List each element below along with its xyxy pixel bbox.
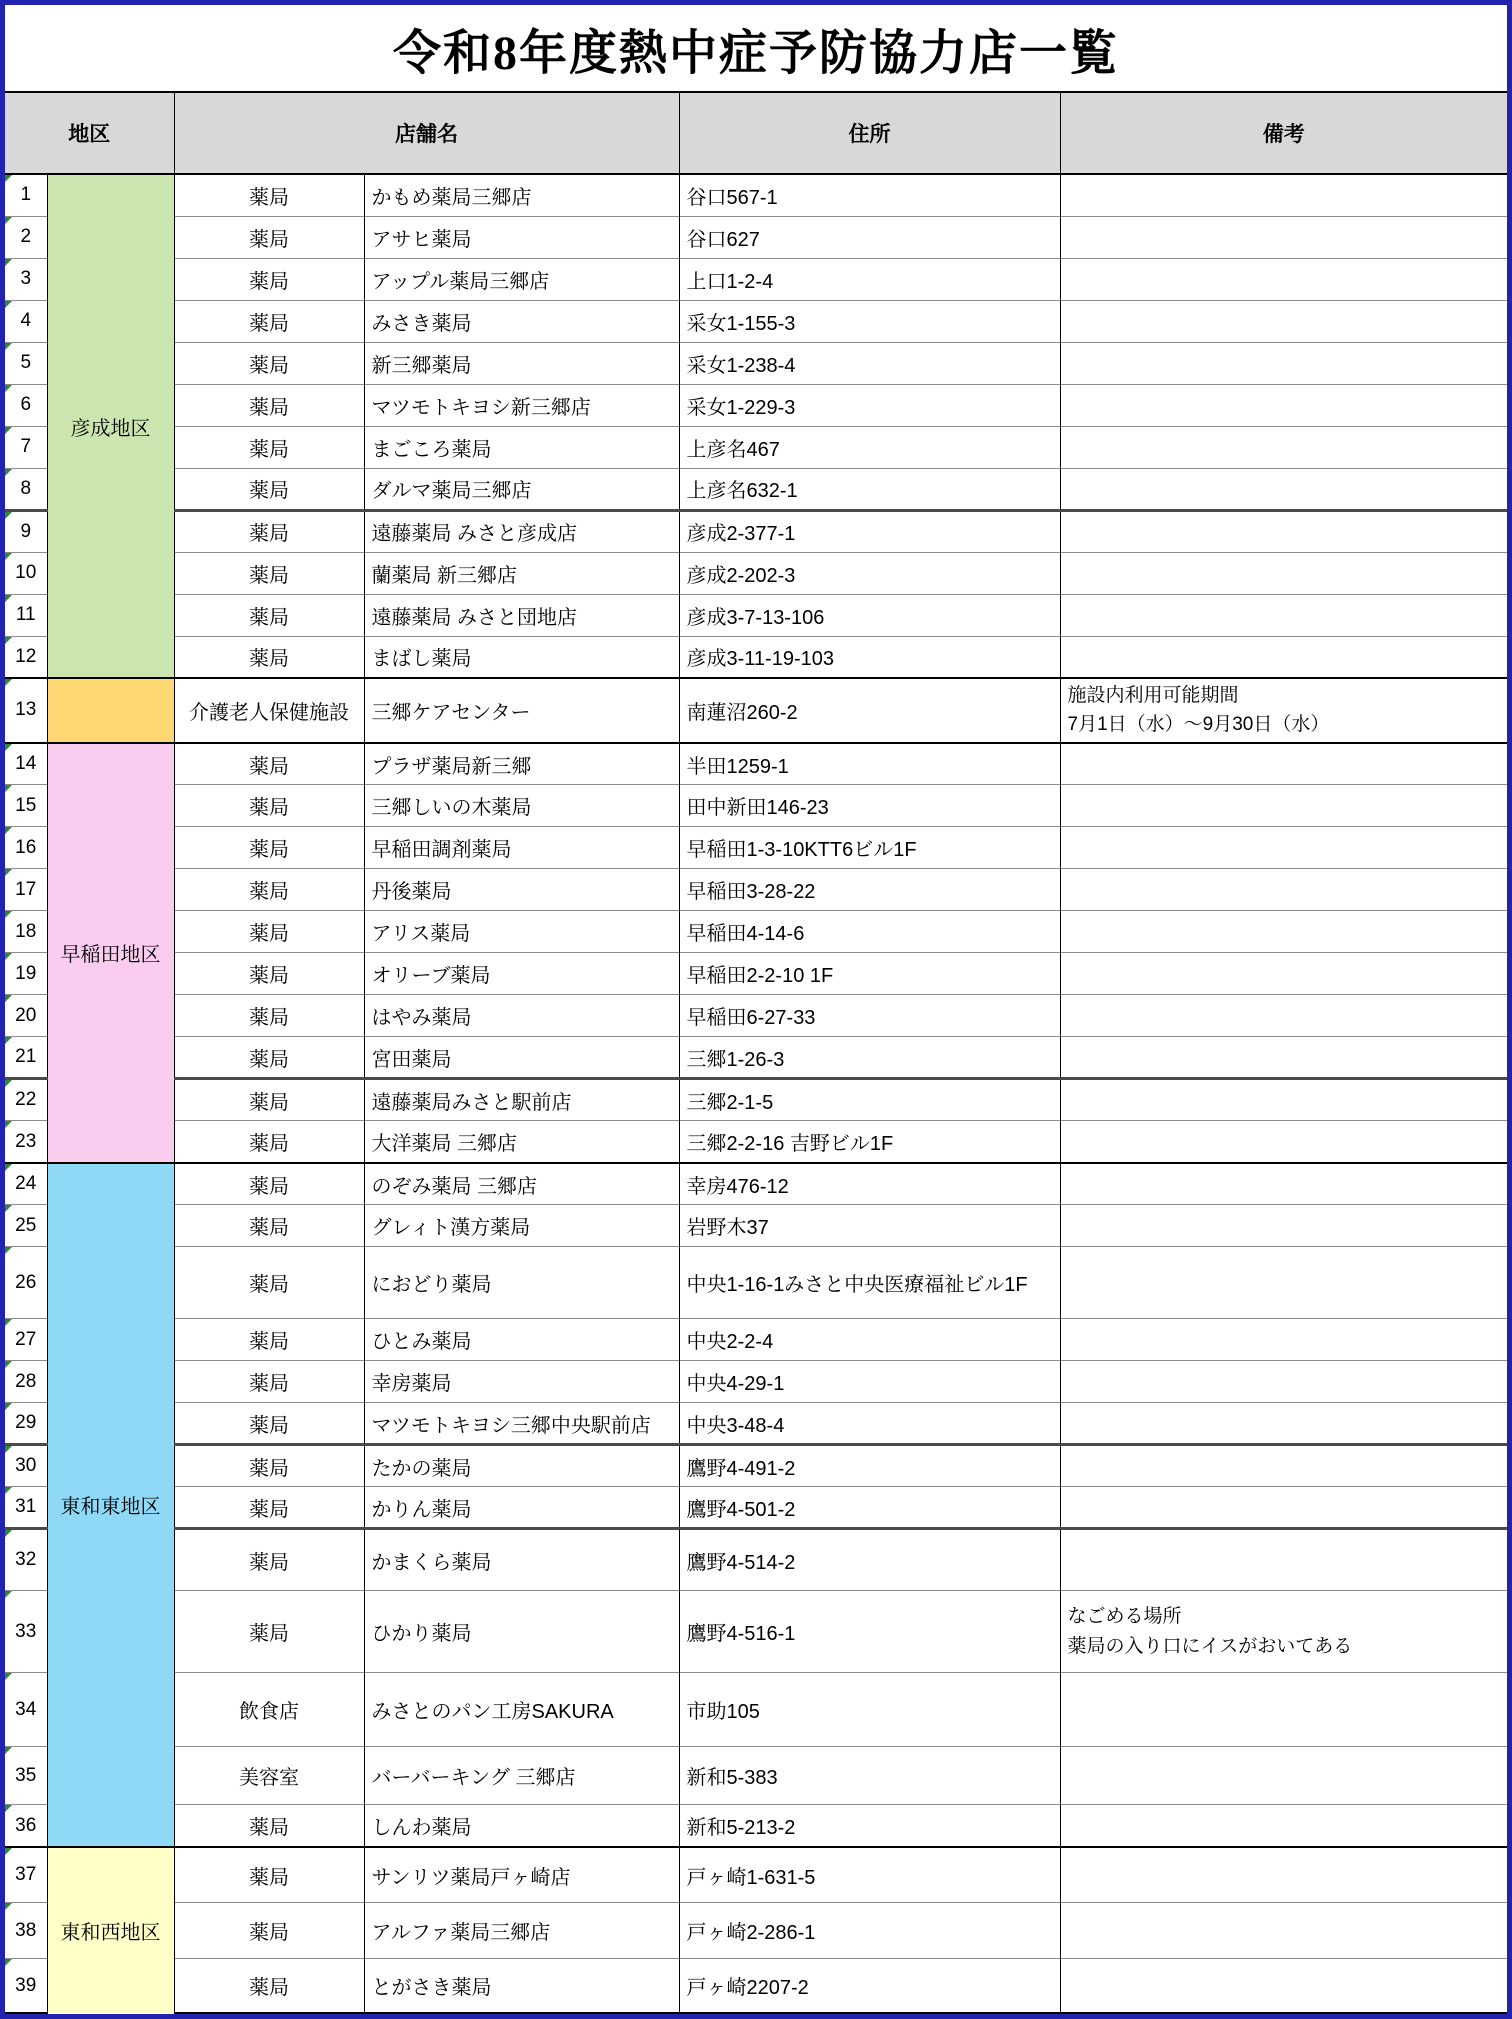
remarks-cell <box>1060 216 1507 258</box>
row-number-cell: 11 <box>5 594 47 636</box>
remarks-cell <box>1060 594 1507 636</box>
store-name-cell: アサヒ薬局 <box>364 216 679 258</box>
store-name-cell: みさとのパン工房SAKURA <box>364 1673 679 1747</box>
address-cell: 鷹野4-516-1 <box>679 1591 1060 1673</box>
remarks-cell <box>1060 468 1507 510</box>
address-cell: 新和5-213-2 <box>679 1805 1060 1847</box>
address-cell: 彦成2-202-3 <box>679 552 1060 594</box>
store-name-cell: 大洋薬局 三郷店 <box>364 1121 679 1163</box>
store-type-cell: 薬局 <box>174 1247 364 1319</box>
address-cell: 早稲田6-27-33 <box>679 995 1060 1037</box>
store-name-cell: ひかり薬局 <box>364 1591 679 1673</box>
store-type-cell: 薬局 <box>174 785 364 827</box>
table-row <box>5 1247 1507 1319</box>
row-number-cell: 10 <box>5 552 47 594</box>
address-cell: 半田1259-1 <box>679 743 1060 785</box>
store-table <box>5 91 1507 2014</box>
address-cell: 幸房476-12 <box>679 1163 1060 1205</box>
row-number-cell: 20 <box>5 995 47 1037</box>
row-number-cell: 39 <box>5 1959 47 2013</box>
store-type-cell: 薬局 <box>174 1319 364 1361</box>
table-row <box>5 1361 1507 1403</box>
row-number-cell: 24 <box>5 1163 47 1205</box>
store-name-cell: はやみ薬局 <box>364 995 679 1037</box>
table-row <box>5 1205 1507 1247</box>
row-number-cell: 13 <box>5 678 47 743</box>
store-type-cell: 薬局 <box>174 636 364 678</box>
remarks-cell <box>1060 1121 1507 1163</box>
remarks-cell <box>1060 1805 1507 1847</box>
row-number-cell: 33 <box>5 1591 47 1673</box>
table-row <box>5 1591 1507 1673</box>
store-type-cell: 薬局 <box>174 1403 364 1445</box>
remarks-cell <box>1060 636 1507 678</box>
header-district: 地区 <box>5 92 174 174</box>
table-row <box>5 1079 1507 1121</box>
table-row <box>5 785 1507 827</box>
store-name-cell: オリーブ薬局 <box>364 953 679 995</box>
district-cell: 彦成地区 <box>47 174 174 678</box>
address-cell: 上口1-2-4 <box>679 258 1060 300</box>
store-type-cell: 薬局 <box>174 510 364 552</box>
store-name-cell: 早稲田調剤薬局 <box>364 827 679 869</box>
address-cell: 彦成2-377-1 <box>679 510 1060 552</box>
row-number-cell: 35 <box>5 1747 47 1805</box>
store-name-cell: 三郷ケアセンター <box>364 678 679 743</box>
store-type-cell: 美容室 <box>174 1747 364 1805</box>
table-row <box>5 995 1507 1037</box>
row-number-cell: 3 <box>5 258 47 300</box>
remarks-cell <box>1060 869 1507 911</box>
address-cell: 南蓮沼260-2 <box>679 678 1060 743</box>
remarks-cell <box>1060 342 1507 384</box>
store-type-cell: 薬局 <box>174 1903 364 1959</box>
address-cell: 三郷2-2-16 吉野ビル1F <box>679 1121 1060 1163</box>
address-cell: 采女1-229-3 <box>679 384 1060 426</box>
table-row <box>5 1673 1507 1747</box>
store-name-cell: 遠藤薬局みさと駅前店 <box>364 1079 679 1121</box>
store-name-cell: アップル薬局三郷店 <box>364 258 679 300</box>
table-row <box>5 384 1507 426</box>
row-number-cell: 37 <box>5 1847 47 1903</box>
row-number-cell: 30 <box>5 1445 47 1487</box>
address-cell: 早稲田2-2-10 1F <box>679 953 1060 995</box>
address-cell: 戸ヶ崎2-286-1 <box>679 1903 1060 1959</box>
store-type-cell: 薬局 <box>174 743 364 785</box>
store-name-cell: マツモトキヨシ新三郷店 <box>364 384 679 426</box>
address-cell: 市助105 <box>679 1673 1060 1747</box>
address-cell: 中央1-16-1みさと中央医療福祉ビル1F <box>679 1247 1060 1319</box>
store-name-cell: みさき薬局 <box>364 300 679 342</box>
address-cell: 上彦名467 <box>679 426 1060 468</box>
store-name-cell: 幸房薬局 <box>364 1361 679 1403</box>
address-cell: 彦成3-11-19-103 <box>679 636 1060 678</box>
remarks-line: 施設内利用可能期間 <box>1067 685 1239 706</box>
store-type-cell: 薬局 <box>174 869 364 911</box>
store-name-cell: 遠藤薬局 みさと団地店 <box>364 594 679 636</box>
store-type-cell: 飲食店 <box>174 1673 364 1747</box>
address-cell: 中央4-29-1 <box>679 1361 1060 1403</box>
store-name-cell: かまくら薬局 <box>364 1529 679 1591</box>
store-name-cell: とがさき薬局 <box>364 1959 679 2013</box>
table-row <box>5 468 1507 510</box>
store-name-cell: 遠藤薬局 みさと彦成店 <box>364 510 679 552</box>
district-cell: 早稲田地区 <box>47 743 174 1163</box>
store-type-cell: 薬局 <box>174 1847 364 1903</box>
store-name-cell: 宮田薬局 <box>364 1037 679 1079</box>
store-name-cell: 三郷しいの木薬局 <box>364 785 679 827</box>
store-name-cell: バーバーキング 三郷店 <box>364 1747 679 1805</box>
row-number-cell: 9 <box>5 510 47 552</box>
remarks-cell <box>1060 1903 1507 1959</box>
store-type-cell: 薬局 <box>174 1959 364 2013</box>
address-cell: 鷹野4-514-2 <box>679 1529 1060 1591</box>
table-row <box>5 300 1507 342</box>
store-type-cell: 薬局 <box>174 594 364 636</box>
table-row <box>5 216 1507 258</box>
store-type-cell: 薬局 <box>174 1037 364 1079</box>
table-row <box>5 1959 1507 2013</box>
row-number-cell: 16 <box>5 827 47 869</box>
address-cell: 早稲田4-14-6 <box>679 911 1060 953</box>
store-name-cell: プラザ薬局新三郷 <box>364 743 679 785</box>
address-cell: 谷口567-1 <box>679 174 1060 216</box>
store-name-cell: アルファ薬局三郷店 <box>364 1903 679 1959</box>
store-type-cell: 薬局 <box>174 1361 364 1403</box>
store-type-cell: 薬局 <box>174 827 364 869</box>
remarks-line: 7月1日（水）～9月30日（水） <box>1067 714 1330 736</box>
remarks-cell <box>1060 1747 1507 1805</box>
remarks-cell <box>1060 1037 1507 1079</box>
store-type-cell: 薬局 <box>174 1591 364 1673</box>
address-cell: 岩野木37 <box>679 1205 1060 1247</box>
row-number-cell: 17 <box>5 869 47 911</box>
store-type-cell: 薬局 <box>174 953 364 995</box>
store-name-cell: におどり薬局 <box>364 1247 679 1319</box>
table-row <box>5 342 1507 384</box>
row-number-cell: 34 <box>5 1673 47 1747</box>
store-type-cell: 薬局 <box>174 1079 364 1121</box>
row-number-cell: 4 <box>5 300 47 342</box>
store-type-cell: 薬局 <box>174 384 364 426</box>
remarks-cell <box>1060 1673 1507 1747</box>
remarks-line: 薬局の入り口にイスがおいてある <box>1067 1635 1353 1657</box>
store-type-cell: 薬局 <box>174 468 364 510</box>
store-name-cell: かりん薬局 <box>364 1487 679 1529</box>
remarks-cell <box>1060 1319 1507 1361</box>
store-name-cell: かもめ薬局三郷店 <box>364 174 679 216</box>
row-number-cell: 31 <box>5 1487 47 1529</box>
address-cell: 上彦名632-1 <box>679 468 1060 510</box>
store-name-cell: グレィト漢方薬局 <box>364 1205 679 1247</box>
remarks-cell <box>1060 258 1507 300</box>
district-cell <box>47 678 174 743</box>
store-type-cell: 薬局 <box>174 342 364 384</box>
page-title: 令和8年度熱中症予防協力店一覧 <box>392 26 1119 80</box>
address-cell: 中央3-48-4 <box>679 1403 1060 1445</box>
row-number-cell: 23 <box>5 1121 47 1163</box>
store-type-cell: 薬局 <box>174 1805 364 1847</box>
address-cell: 新和5-383 <box>679 1747 1060 1805</box>
store-name-cell: 新三郷薬局 <box>364 342 679 384</box>
remarks-cell <box>1060 510 1507 552</box>
remarks-cell <box>1060 300 1507 342</box>
row-number-cell: 14 <box>5 743 47 785</box>
remarks-cell <box>1060 911 1507 953</box>
store-type-cell: 薬局 <box>174 995 364 1037</box>
row-number-cell: 36 <box>5 1805 47 1847</box>
row-number-cell: 18 <box>5 911 47 953</box>
address-cell: 彦成3-7-13-106 <box>679 594 1060 636</box>
store-type-cell: 薬局 <box>174 552 364 594</box>
store-type-cell: 薬局 <box>174 258 364 300</box>
remarks-cell <box>1060 1361 1507 1403</box>
table-row <box>5 1319 1507 1361</box>
remarks-cell <box>1060 1163 1507 1205</box>
store-type-cell: 薬局 <box>174 1205 364 1247</box>
store-name-cell: サンリツ薬局戸ヶ崎店 <box>364 1847 679 1903</box>
row-number-cell: 1 <box>5 174 47 216</box>
store-name-cell: 丹後薬局 <box>364 869 679 911</box>
row-number-cell: 28 <box>5 1361 47 1403</box>
address-cell: 三郷2-1-5 <box>679 1079 1060 1121</box>
store-type-cell: 薬局 <box>174 426 364 468</box>
table-row <box>5 1847 1507 1903</box>
row-number-cell: 7 <box>5 426 47 468</box>
remarks-cell <box>1060 1403 1507 1445</box>
address-cell: 戸ヶ崎2207-2 <box>679 1959 1060 2013</box>
address-cell: 谷口627 <box>679 216 1060 258</box>
remarks-cell <box>1060 1959 1507 2013</box>
address-cell: 采女1-155-3 <box>679 300 1060 342</box>
remarks-cell <box>1060 552 1507 594</box>
header-row <box>5 92 1507 174</box>
store-name-cell: しんわ薬局 <box>364 1805 679 1847</box>
store-name-cell: ダルマ薬局三郷店 <box>364 468 679 510</box>
store-type-cell: 薬局 <box>174 216 364 258</box>
table-row <box>5 1529 1507 1591</box>
row-number-cell: 5 <box>5 342 47 384</box>
table-row <box>5 827 1507 869</box>
remarks-cell <box>1060 174 1507 216</box>
store-type-cell: 薬局 <box>174 1445 364 1487</box>
remarks-cell <box>1060 1529 1507 1591</box>
row-number-cell: 8 <box>5 468 47 510</box>
row-number-cell: 22 <box>5 1079 47 1121</box>
row-number-cell: 2 <box>5 216 47 258</box>
row-number-cell: 26 <box>5 1247 47 1319</box>
store-name-cell: マツモトキヨシ三郷中央駅前店 <box>364 1403 679 1445</box>
remarks-cell <box>1060 743 1507 785</box>
table-row <box>5 1805 1507 1847</box>
store-type-cell: 介護老人保健施設 <box>174 678 364 743</box>
address-cell: 鷹野4-491-2 <box>679 1445 1060 1487</box>
table-row <box>5 510 1507 552</box>
row-number-cell: 25 <box>5 1205 47 1247</box>
store-name-cell: 蘭薬局 新三郷店 <box>364 552 679 594</box>
remarks-cell <box>1060 1847 1507 1903</box>
remarks-cell <box>1060 384 1507 426</box>
store-name-cell: たかの薬局 <box>364 1445 679 1487</box>
store-type-cell: 薬局 <box>174 1121 364 1163</box>
address-cell: 田中新田146-23 <box>679 785 1060 827</box>
row-number-cell: 15 <box>5 785 47 827</box>
remarks-cell <box>1060 1247 1507 1319</box>
store-type-cell: 薬局 <box>174 1487 364 1529</box>
store-type-cell: 薬局 <box>174 1529 364 1591</box>
store-type-cell: 薬局 <box>174 174 364 216</box>
table-row <box>5 1121 1507 1163</box>
table-row <box>5 953 1507 995</box>
address-cell: 鷹野4-501-2 <box>679 1487 1060 1529</box>
table-row <box>5 1403 1507 1445</box>
table-row <box>5 258 1507 300</box>
table-row <box>5 678 1507 743</box>
remarks-cell <box>1060 1205 1507 1247</box>
table-row <box>5 174 1507 216</box>
row-number-cell: 29 <box>5 1403 47 1445</box>
row-number-cell: 27 <box>5 1319 47 1361</box>
address-cell: 早稲田1-3-10KTT6ビル1F <box>679 827 1060 869</box>
table-row <box>5 1903 1507 1959</box>
address-cell: 中央2-2-4 <box>679 1319 1060 1361</box>
remarks-cell <box>1060 827 1507 869</box>
store-type-cell: 薬局 <box>174 911 364 953</box>
remarks-cell <box>1060 426 1507 468</box>
row-number-cell: 6 <box>5 384 47 426</box>
table-row <box>5 1747 1507 1805</box>
address-cell: 三郷1-26-3 <box>679 1037 1060 1079</box>
remarks-cell <box>1060 678 1507 743</box>
district-cell: 東和西地区 <box>47 1847 174 2013</box>
store-name-cell: まごころ薬局 <box>364 426 679 468</box>
table-row <box>5 1445 1507 1487</box>
address-cell: 早稲田3-28-22 <box>679 869 1060 911</box>
remarks-cell <box>1060 1079 1507 1121</box>
header-store-name: 店舗名 <box>174 92 679 174</box>
table-row <box>5 911 1507 953</box>
store-type-cell: 薬局 <box>174 300 364 342</box>
header-remarks: 備考 <box>1060 92 1507 174</box>
remarks-cell <box>1060 1487 1507 1529</box>
store-name-cell: アリス薬局 <box>364 911 679 953</box>
table-row <box>5 636 1507 678</box>
table-row <box>5 426 1507 468</box>
row-number-cell: 38 <box>5 1903 47 1959</box>
row-number-cell: 21 <box>5 1037 47 1079</box>
remarks-cell <box>1060 995 1507 1037</box>
table-row <box>5 1487 1507 1529</box>
table-row <box>5 552 1507 594</box>
table-row <box>5 1163 1507 1205</box>
remarks-cell <box>1060 1591 1507 1673</box>
row-number-cell: 19 <box>5 953 47 995</box>
header-address: 住所 <box>679 92 1060 174</box>
table-row <box>5 1037 1507 1079</box>
table-row <box>5 594 1507 636</box>
row-number-cell: 32 <box>5 1529 47 1591</box>
store-name-cell: のぞみ薬局 三郷店 <box>364 1163 679 1205</box>
district-cell: 東和東地区 <box>47 1163 174 1847</box>
address-cell: 戸ヶ崎1-631-5 <box>679 1847 1060 1903</box>
remarks-line: なごめる場所 <box>1067 1606 1182 1628</box>
remarks-cell <box>1060 785 1507 827</box>
address-cell: 采女1-238-4 <box>679 342 1060 384</box>
row-number-cell: 12 <box>5 636 47 678</box>
store-name-cell: ひとみ薬局 <box>364 1319 679 1361</box>
table-row <box>5 743 1507 785</box>
remarks-cell <box>1060 953 1507 995</box>
store-type-cell: 薬局 <box>174 1163 364 1205</box>
remarks-cell <box>1060 1445 1507 1487</box>
store-name-cell: まばし薬局 <box>364 636 679 678</box>
table-row <box>5 869 1507 911</box>
